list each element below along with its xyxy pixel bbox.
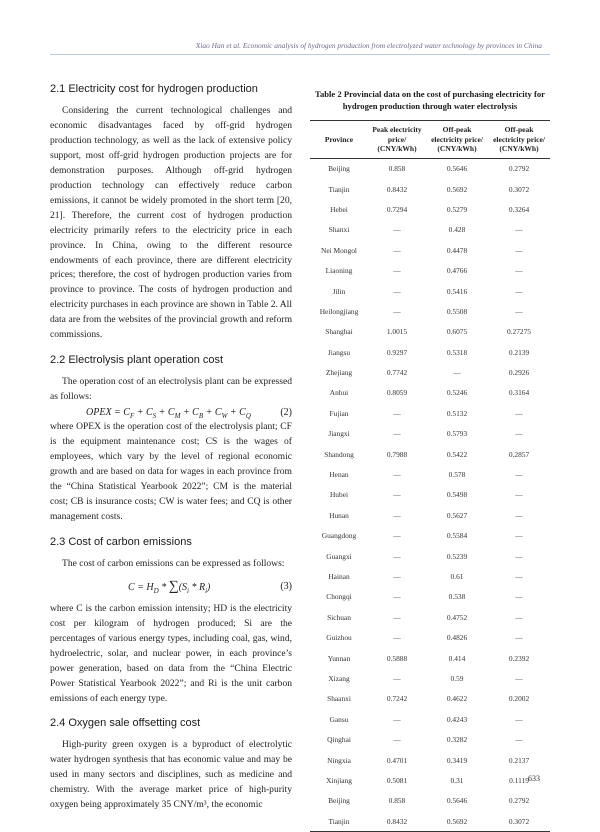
cell-province: Shanxi bbox=[328, 225, 350, 235]
table-row bbox=[310, 689, 550, 709]
equation-2 bbox=[50, 405, 292, 420]
cell-province: Nei Mongol bbox=[321, 245, 357, 255]
header-rule bbox=[50, 54, 550, 55]
cell-province: Ningxia bbox=[327, 755, 351, 765]
cell-offpeak-price-2: — bbox=[515, 408, 523, 418]
cell-peak-price: — bbox=[393, 490, 401, 500]
cell-offpeak-price: 0.4826 bbox=[446, 633, 468, 643]
cell-offpeak-price-2: 0.2792 bbox=[508, 164, 530, 174]
cell-offpeak-price-2: — bbox=[515, 245, 523, 255]
cell-peak-price: 0.8432 bbox=[386, 184, 408, 194]
cell-offpeak-price-2: — bbox=[515, 429, 523, 439]
cell-offpeak-price-2: 0.2137 bbox=[508, 755, 530, 765]
cell-province: Chongqi bbox=[326, 592, 352, 602]
table-2 bbox=[310, 121, 550, 832]
cell-offpeak-price-2: 0.2002 bbox=[508, 694, 530, 704]
table-header-row bbox=[310, 121, 550, 158]
section-2-3-intro: The cost of carbon emissions can be expressed as follows: bbox=[62, 557, 285, 569]
section-2-2-heading: 2.2 Electrolysis plant operation cost bbox=[50, 354, 224, 367]
cell-province: Henan bbox=[329, 470, 349, 480]
cell-peak-price: — bbox=[393, 551, 401, 561]
cell-offpeak-price-2: 0.27275 bbox=[506, 327, 532, 337]
table-row bbox=[310, 566, 550, 586]
cell-offpeak-price-2: — bbox=[515, 286, 523, 296]
cell-offpeak-price-2: 0.1119 bbox=[509, 775, 529, 785]
table-row bbox=[310, 220, 550, 240]
cell-province: Guizhou bbox=[326, 633, 352, 643]
cell-province: Shanghai bbox=[325, 327, 353, 337]
cell-offpeak-price: 0.5279 bbox=[446, 204, 468, 214]
cell-offpeak-price-2: — bbox=[515, 510, 523, 520]
cell-offpeak-price: 0.5239 bbox=[446, 551, 468, 561]
cell-offpeak-price: 0.5422 bbox=[446, 449, 468, 459]
running-header: Xiao Han et al. Economic analysis of hydrogen production from electrolyzed water technology by provinces in China bbox=[195, 41, 542, 50]
table-row bbox=[310, 505, 550, 525]
table-row bbox=[310, 587, 550, 607]
cell-offpeak-price: 0.5646 bbox=[446, 164, 468, 174]
cell-peak-price: 0.7242 bbox=[386, 694, 408, 704]
cell-peak-price: 0.858 bbox=[388, 796, 406, 806]
cell-province: Tianjin bbox=[310, 811, 368, 832]
table-row bbox=[310, 811, 550, 832]
cell-peak-price: 0.5081 bbox=[386, 775, 408, 785]
cell-offpeak-price: 0.578 bbox=[448, 470, 466, 480]
cell-peak-price: — bbox=[393, 408, 401, 418]
cell-offpeak-price-2: 0.2926 bbox=[508, 368, 530, 378]
cell-province: Heilongjiang bbox=[319, 306, 359, 316]
cell-peak-price: — bbox=[393, 470, 401, 480]
table-body bbox=[310, 158, 550, 832]
table-row bbox=[310, 281, 550, 301]
table-row bbox=[310, 240, 550, 260]
cell-province: Beijing bbox=[328, 796, 350, 806]
cell-province: Anhui bbox=[329, 388, 349, 398]
section-2-4-heading: 2.4 Oxygen sale offsetting cost bbox=[50, 717, 201, 730]
cell-province: Jiangsu bbox=[327, 347, 351, 357]
cell-peak-price: — bbox=[393, 429, 401, 439]
table-row bbox=[310, 424, 550, 444]
cell-peak-price: 0.7294 bbox=[386, 204, 408, 214]
cell-offpeak-price-2: — bbox=[515, 551, 523, 561]
table-header-peak: Peak electricity price/ (CNY/kWh) bbox=[368, 121, 426, 158]
cell-offpeak-price: 0.3419 bbox=[446, 755, 468, 765]
cell-province: Xinjiang bbox=[326, 775, 352, 785]
cell-province: Guangxi bbox=[326, 551, 352, 561]
cell-peak-price: — bbox=[393, 735, 401, 745]
page-number: 633 bbox=[528, 774, 540, 783]
table-2-caption: Table 2 Provincial data on the cost of purchasing electricity for hydrogen production through water electrolysis bbox=[315, 89, 545, 111]
cell-offpeak-price-2: — bbox=[515, 225, 523, 235]
cell-offpeak-price: 0.6075 bbox=[446, 327, 468, 337]
cell-province: Guangdong bbox=[321, 531, 357, 541]
cell-offpeak-price: 0.5584 bbox=[446, 531, 468, 541]
table-row bbox=[310, 770, 550, 790]
cell-peak-price: 0.858 bbox=[388, 164, 406, 174]
cell-peak-price: 0.7988 bbox=[386, 449, 408, 459]
cell-province: Hunan bbox=[329, 510, 349, 520]
table-row bbox=[310, 485, 550, 505]
cell-province: Hainan bbox=[328, 572, 350, 581]
equation-2-number: (2) bbox=[280, 407, 292, 419]
cell-peak-price: — bbox=[393, 245, 401, 255]
left-column bbox=[50, 82, 292, 813]
cell-peak-price: 0.5888 bbox=[386, 653, 408, 663]
cell-peak-price: — bbox=[393, 286, 401, 296]
section-2-3-definitions: where C is the carbon emission intensity; HD is the electricity cost per kilogram of hydrogen produced; Si are the percentages of various energy types, including coal, gas, wind, hydroelectric, solar, and nuclear power, in each province’s power generation, based on data from the “China Electric Power Statistical Yearbook 2022”; and Ri is the unit carbon emissions of each energy type. bbox=[50, 602, 292, 704]
cell-offpeak-price: 0.5646 bbox=[446, 796, 468, 806]
cell-offpeak-price: 0.4243 bbox=[446, 714, 468, 724]
cell-offpeak-price: 0.5498 bbox=[446, 490, 468, 500]
cell-province: Hubei bbox=[329, 490, 349, 500]
cell-offpeak-price: — bbox=[453, 368, 461, 378]
table-row bbox=[310, 444, 550, 464]
right-column bbox=[310, 88, 550, 832]
cell-offpeak-price: 0.5508 bbox=[446, 306, 468, 316]
table-row bbox=[310, 546, 550, 566]
cell-offpeak-price-2: 0.2392 bbox=[508, 653, 530, 663]
cell-offpeak-price: 0.5132 bbox=[446, 408, 468, 418]
table-row bbox=[310, 607, 550, 627]
cell-offpeak-price: 0.414 bbox=[448, 653, 466, 663]
section-2-1-paragraph: Considering the current technological challenges and economic disadvantages faced by off-grid hydrogen production technology, as well as the lack of extensive policy support, most off-grid hydrogen production projects are for demonstration purposes. Although off-grid hydrogen production technology can effectively reduce carbon emissions, it cannot be widely promoted in the short term [20, 21]. Therefore, the current cost of hydrogen production electricity primarily refers to the electricity price in each province. In China, owing to the different resource endowments of each province, there are different electricity prices; therefore, the cost of hydrogen production varies from province to province. The costs of hydrogen production and electricity purchases in each province are shown in Table 2. All data are from the websites of the provincial growth and reform commissions. bbox=[50, 105, 292, 341]
cell-offpeak-price-2: — bbox=[515, 673, 523, 683]
cell-province: Tianjin bbox=[328, 184, 350, 194]
cell-offpeak-price: 0.59 bbox=[450, 673, 464, 683]
table-row bbox=[310, 158, 550, 179]
cell-offpeak-price: 0.4622 bbox=[446, 694, 468, 704]
table-row bbox=[310, 526, 550, 546]
cell-peak-price: — bbox=[393, 612, 401, 622]
cell-peak-price: — bbox=[393, 714, 401, 724]
equation-3-number: (3) bbox=[280, 580, 292, 592]
cell-province: Shaanxi bbox=[327, 694, 351, 704]
cell-offpeak-price-2: — bbox=[515, 306, 523, 316]
cell-peak-price: — bbox=[393, 531, 401, 541]
section-2-2-definitions: where OPEX is the operation cost of the electrolysis plant; CF is the equipment maintenance cost; CS is the wages of employees, which vary by the level of regional economic growth and are based on data for wages in each province from the “China Statistical Yearbook 2022”; CM is the material cost; CB is insurance costs; CW is water fees; and CQ is other management costs. bbox=[50, 421, 292, 522]
cell-offpeak-price-2: — bbox=[515, 714, 523, 724]
cell-province: Xizang bbox=[328, 673, 350, 683]
cell-peak-price: — bbox=[393, 225, 401, 235]
cell-offpeak-price: 0.5793 bbox=[446, 429, 468, 439]
cell-offpeak-price-2: — bbox=[515, 592, 523, 602]
cell-offpeak-price: 0.31 bbox=[450, 775, 464, 785]
cell-peak-price: 0.8059 bbox=[386, 388, 408, 398]
table-row bbox=[310, 322, 550, 342]
section-2-4-paragraph: High-purity green oxygen is a byproduct of electrolytic water hydrogen synthesis that has economic value and may be used in many sectors and disciplines, such as medicine and chemistry. With the average market price of high-purity oxygen being approximately 35 CNY/m³, the economic bbox=[50, 739, 292, 811]
table-row bbox=[310, 791, 550, 811]
cell-peak-price: — bbox=[393, 673, 401, 683]
table-row bbox=[310, 179, 550, 199]
cell-province: Qinghai bbox=[327, 735, 351, 745]
equation-3-body: $C = H_D * \sum(S_i * R_i)$ bbox=[128, 578, 211, 595]
cell-offpeak-price: 0.5627 bbox=[446, 510, 468, 520]
table-row bbox=[310, 729, 550, 749]
cell-offpeak-price: 0.538 bbox=[448, 592, 466, 602]
section-2-3-heading: 2.3 Cost of carbon emissions bbox=[50, 535, 192, 548]
section-2-1-heading: 2.1 Electricity cost for hydrogen production bbox=[50, 83, 258, 95]
cell-province: Hebei bbox=[330, 204, 348, 214]
table-row bbox=[310, 464, 550, 484]
cell-offpeak-price: 0.61 bbox=[450, 572, 464, 581]
cell-offpeak-price: 0.5692 bbox=[446, 184, 468, 194]
cell-offpeak-price-2: 0.3072 bbox=[488, 811, 550, 832]
cell-offpeak-price-2: — bbox=[515, 490, 523, 500]
table-row bbox=[310, 750, 550, 770]
cell-province: Gansu bbox=[329, 714, 349, 724]
cell-offpeak-price-2: — bbox=[515, 531, 523, 541]
table-header-offpeak-1: Off-peak electricity price/ (CNY/kWh) bbox=[426, 121, 488, 158]
cell-offpeak-price: 0.5692 bbox=[426, 811, 488, 832]
cell-province: Beijing bbox=[328, 164, 350, 174]
cell-peak-price: — bbox=[393, 306, 401, 316]
cell-province: Jilin bbox=[332, 286, 346, 296]
cell-offpeak-price-2: 0.2139 bbox=[508, 347, 530, 357]
cell-peak-price: 0.7742 bbox=[386, 368, 408, 378]
equation-3 bbox=[50, 572, 292, 602]
cell-offpeak-price-2: — bbox=[515, 266, 523, 276]
table-row bbox=[310, 199, 550, 219]
cell-offpeak-price-2: — bbox=[515, 572, 523, 581]
cell-offpeak-price: 0.428 bbox=[448, 225, 466, 235]
cell-offpeak-price: 0.3282 bbox=[446, 735, 468, 745]
cell-peak-price: 0.9297 bbox=[386, 347, 408, 357]
cell-peak-price: 0.8432 bbox=[368, 811, 426, 832]
table-row bbox=[310, 648, 550, 668]
cell-peak-price: — bbox=[393, 592, 401, 602]
cell-province: Yunnan bbox=[327, 653, 351, 663]
cell-province: Sichuan bbox=[327, 612, 351, 622]
cell-peak-price: — bbox=[393, 266, 401, 276]
cell-offpeak-price: 0.5416 bbox=[446, 286, 468, 296]
table-row bbox=[310, 709, 550, 729]
table-row bbox=[310, 403, 550, 423]
cell-province: Shandong bbox=[324, 449, 354, 459]
cell-peak-price: 0.4701 bbox=[386, 755, 408, 765]
cell-offpeak-price-2: — bbox=[515, 612, 523, 622]
cell-peak-price: — bbox=[393, 572, 401, 581]
cell-offpeak-price: 0.4752 bbox=[446, 612, 468, 622]
table-header-offpeak-2: Off-peak electricity price/ (CNY/kWh) bbox=[488, 121, 550, 158]
equation-2-body: OPEX = $C_F + C_S + C_M + C_B + C_W + C_Q$ bbox=[86, 407, 251, 421]
table-row bbox=[310, 342, 550, 362]
table-row bbox=[310, 260, 550, 280]
table-row bbox=[310, 627, 550, 647]
cell-offpeak-price: 0.5246 bbox=[446, 388, 468, 398]
section-2-2-intro: The operation cost of an electrolysis plant can be expressed as follows: bbox=[50, 376, 292, 403]
cell-offpeak-price: 0.5318 bbox=[446, 347, 468, 357]
cell-province: Zhejiang bbox=[325, 368, 353, 378]
cell-offpeak-price-2: — bbox=[515, 470, 523, 480]
cell-province: Jiangxi bbox=[328, 429, 350, 439]
table-row bbox=[310, 668, 550, 688]
cell-peak-price: 1.0015 bbox=[386, 327, 408, 337]
cell-offpeak-price-2: 0.3072 bbox=[508, 184, 530, 194]
cell-province: Fujian bbox=[329, 408, 349, 418]
cell-province: Liaoning bbox=[325, 266, 353, 276]
cell-offpeak-price-2: 0.2857 bbox=[508, 449, 530, 459]
cell-offpeak-price-2: — bbox=[515, 633, 523, 643]
cell-offpeak-price-2: 0.2792 bbox=[508, 796, 530, 806]
cell-offpeak-price: 0.4478 bbox=[446, 245, 468, 255]
table-header-province: Province bbox=[310, 121, 368, 158]
table-row bbox=[310, 301, 550, 321]
cell-offpeak-price: 0.4766 bbox=[446, 266, 468, 276]
cell-peak-price: — bbox=[393, 633, 401, 643]
cell-peak-price: — bbox=[393, 510, 401, 520]
cell-offpeak-price-2: 0.3264 bbox=[508, 204, 530, 214]
table-row bbox=[310, 362, 550, 382]
table-row bbox=[310, 383, 550, 403]
cell-offpeak-price-2: — bbox=[515, 735, 523, 745]
cell-offpeak-price-2: 0.3164 bbox=[508, 388, 530, 398]
